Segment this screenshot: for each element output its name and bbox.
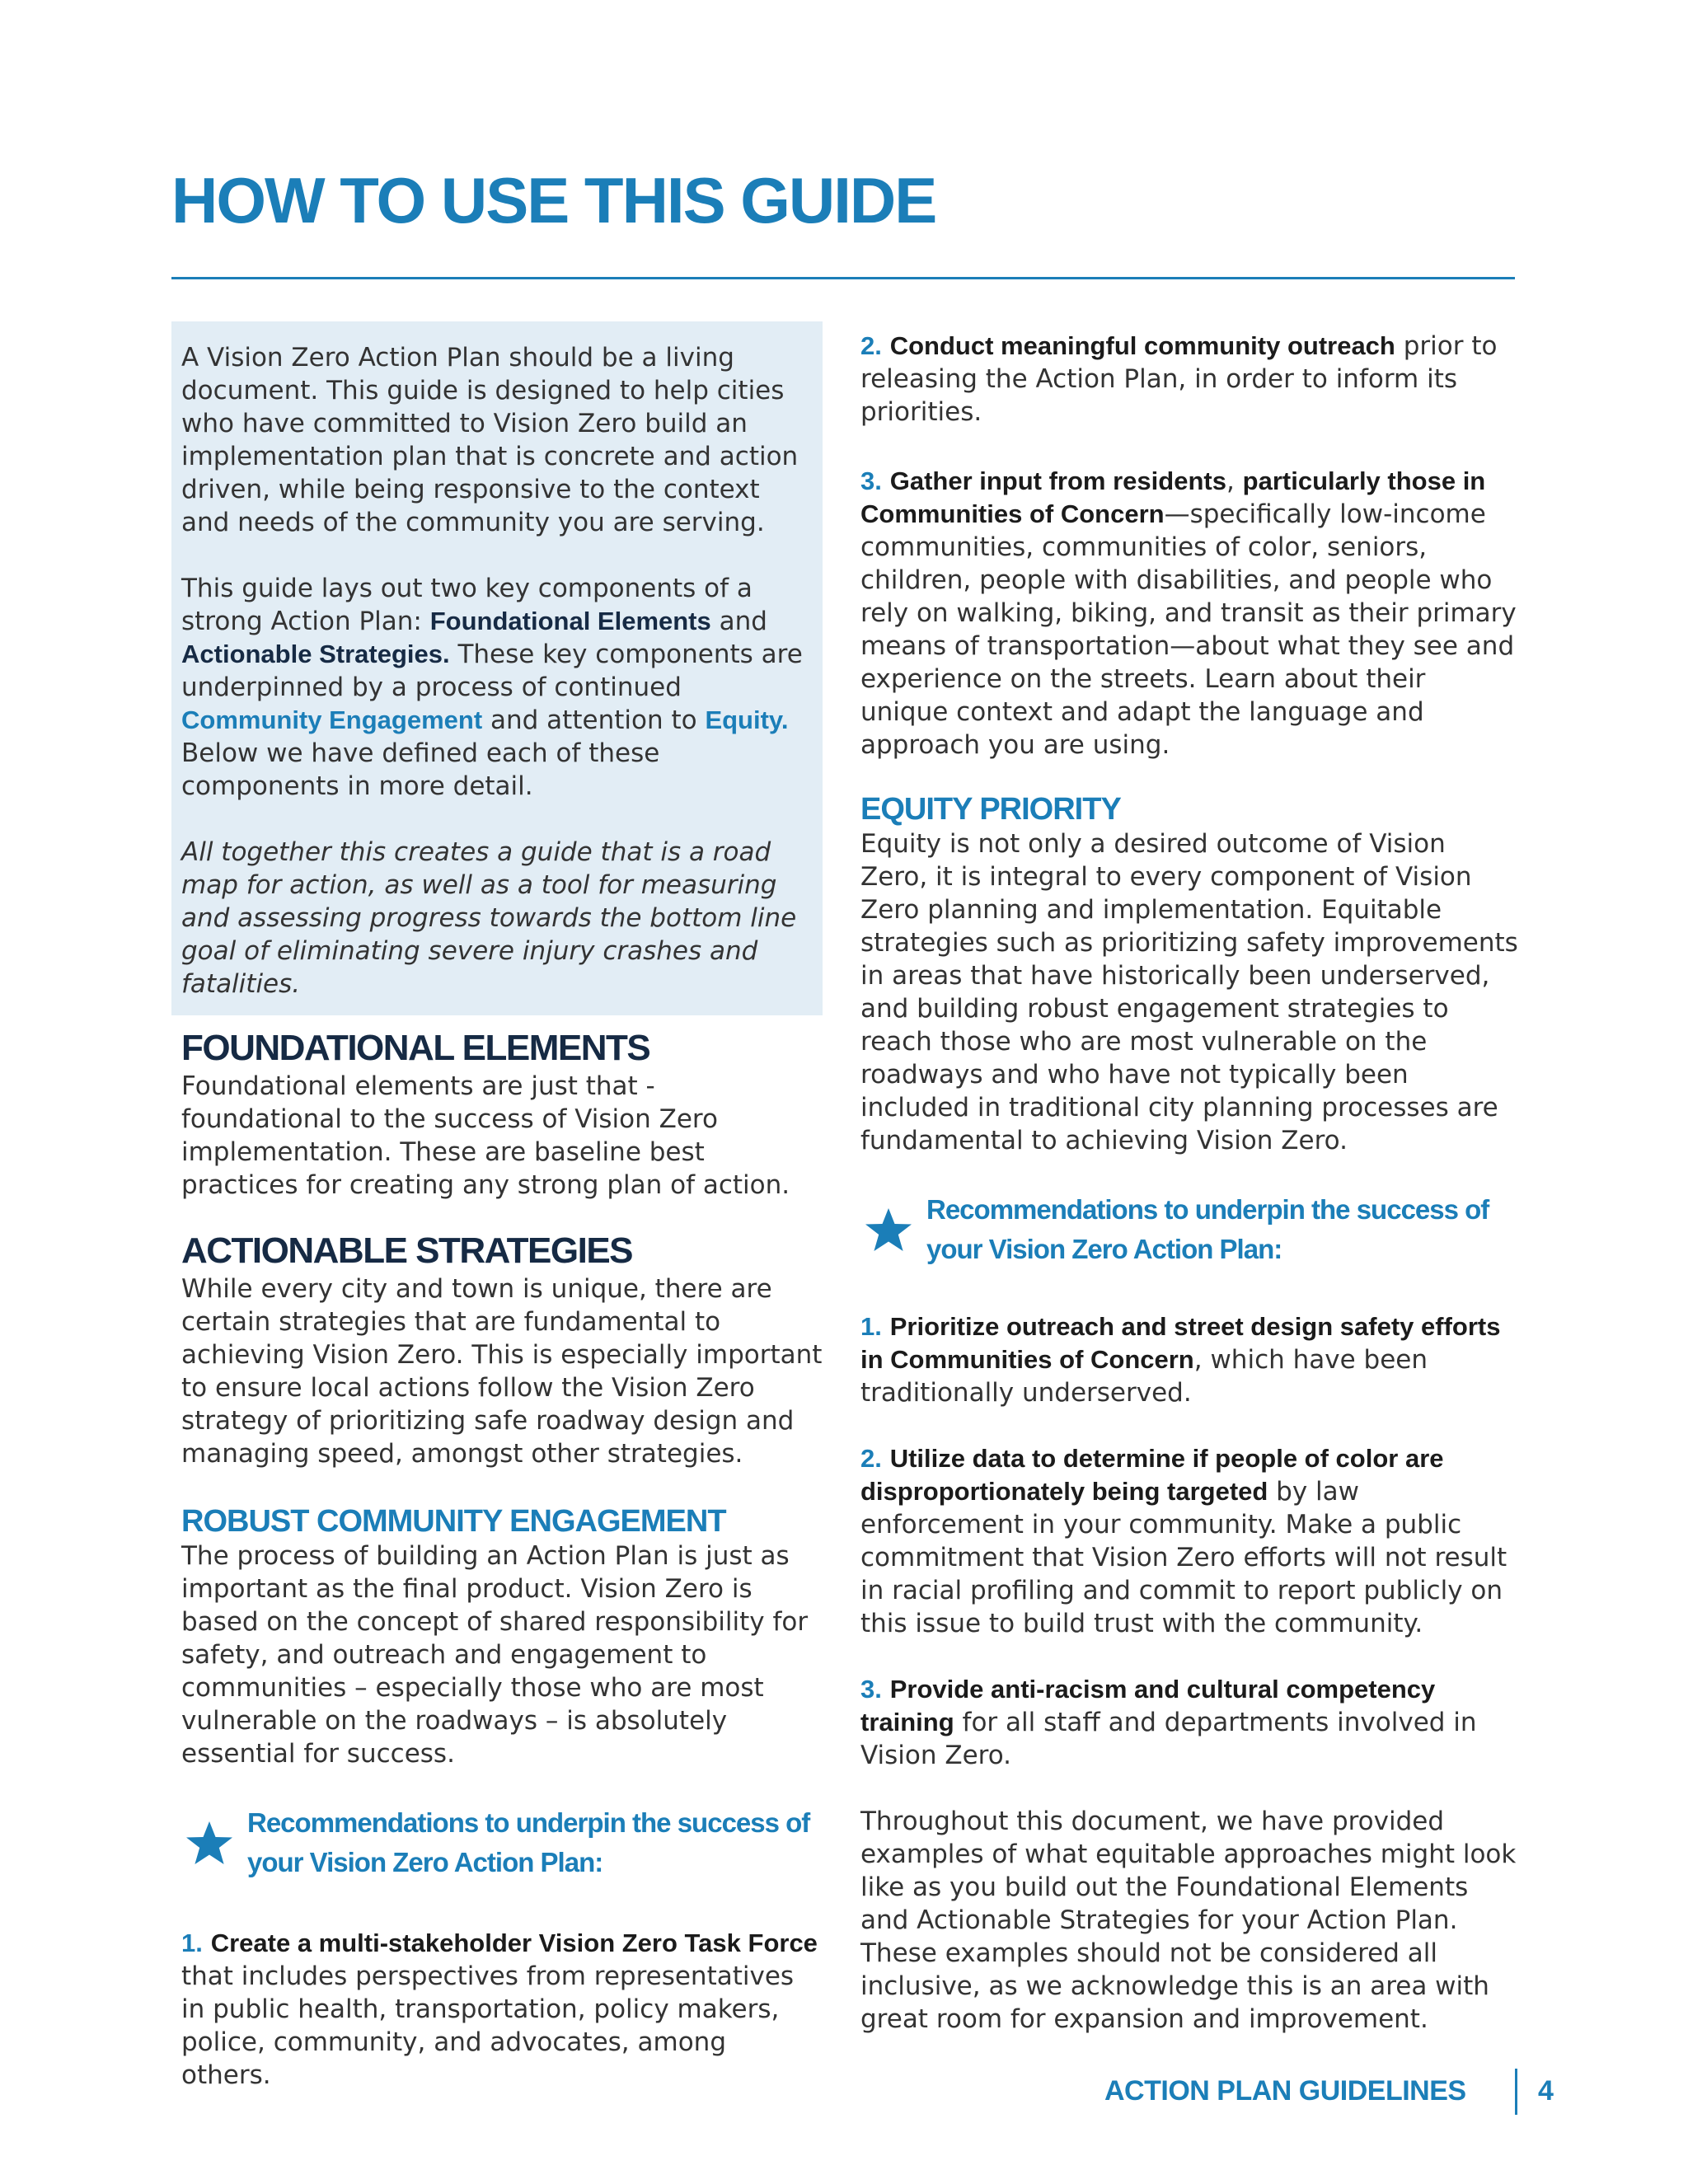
equity-item-1	[860, 1310, 1520, 1409]
page-number: 4	[1538, 2075, 1554, 2107]
item-bold-text: Create a multi-stakeholder Vision Zero Task Force	[210, 1929, 818, 1957]
item-number: 1.	[181, 1929, 203, 1957]
star-icon	[864, 1207, 913, 1254]
footer-label: ACTION PLAN GUIDELINES	[1104, 2075, 1466, 2107]
item-number: 2.	[860, 1444, 882, 1473]
item-bold-text: Gather input from residents	[889, 466, 1226, 495]
item-text: ,	[1226, 466, 1243, 496]
equity-closing: Throughout this document, we have provided examples of what equitable approaches might look like as you build out the Foundational Elements and Actionable Strategies for your Action Plan. These examples should not be considered all inclusive, as we acknowledge this is an area with great room for expansion and improvement.	[860, 1807, 1517, 2034]
item-number: 3.	[860, 466, 882, 495]
term-foundational-elements: Foundational Elements	[429, 607, 711, 635]
intro-text: and attention to	[482, 705, 706, 735]
item-text: —specifically low-income communities, communities of color, seniors, children, people with disabilities, and people who rely on walking, biking, and transit as their primary means of transportation—about what they see and experience on the streets. Learn about their unique context and adapt the language and approach you are using.	[860, 499, 1517, 760]
item-text: , which have been traditionally underserved.	[860, 1345, 1428, 1408]
equity-item-2	[860, 1442, 1520, 1640]
equity-heading: EQUITY PRIORITY	[860, 792, 1121, 827]
equity-item-3	[860, 1673, 1520, 1772]
engagement-section	[171, 1503, 823, 2092]
item-number: 1.	[860, 1312, 882, 1341]
item-bold-text: Conduct meaningful community outreach	[889, 331, 1395, 360]
item-bold-text: particularly those in Communities of Concern	[860, 466, 1486, 528]
item-text: that includes perspectives from representatives in public health, transportation, policy makers, police, community, and advocates, among others.	[181, 1961, 795, 2090]
recommendations-label: Recommendations to underpin the success of your Vision Zero Action Plan:	[926, 1194, 1489, 1264]
term-community-engagement: Community Engagement	[181, 705, 483, 734]
intro-text: This guide lays out two key components of a strong Action Plan:	[181, 574, 753, 636]
engagement-heading: ROBUST COMMUNITY ENGAGEMENT	[181, 1504, 726, 1539]
item-text: by law enforcement in your community. Make a public commitment that Vision Zero efforts will not result in racial profiling and commit to report publicly on this issue to build trust with the community.	[860, 1477, 1507, 1638]
equity-body: Equity is not only a desired outcome of Vision Zero, it is integral to every component of Vision Zero planning and implementation. Equitable strategies such as prioritizing safety improvements in areas that have historically been underserved, and building robust engagement strategies to reach those who are most vulnerable on the roadways and who have not typically been included in traditional city planning processes are fundamental to achieving Vision Zero.	[860, 829, 1518, 1155]
title-divider	[171, 277, 1515, 279]
item-bold-text: Prioritize outreach and street design safety efforts in Communities of Concern	[860, 1312, 1501, 1374]
term-equity: Equity.	[705, 705, 789, 734]
item-bold-text: Utilize data to determine if people of color are disproportionately being targeted	[860, 1444, 1444, 1506]
intro-text: and	[710, 607, 767, 636]
right-column	[860, 330, 1520, 2036]
recommendations-label: Recommendations to underpin the success of your Vision Zero Action Plan:	[247, 1807, 810, 1877]
engagement-recommendations-callout	[181, 1803, 823, 1894]
intro-box	[171, 321, 823, 1015]
actionable-body: While every city and town is unique, there are certain strategies that are fundamental to achieving Vision Zero. This is especially important to ensure local actions follow the Vision Zero strategy of prioritizing safe roadway design and managing speed, amongst other strategies.	[181, 1274, 823, 1469]
footer-divider	[1515, 2069, 1517, 2115]
foundational-body: Foundational elements are just that - foundational to the success of Vision Zero implementation. These are baseline best practices for creating any strong plan of action.	[181, 1071, 790, 1200]
term-actionable-strategies: Actionable Strategies.	[181, 640, 450, 668]
engagement-body: The process of building an Action Plan is just as important as the final product. Vision Zero is based on the concept of shared responsibility for safety, and outreach and engagement to communities – especially those who are most vulnerable on the roadways – is absolutely essential for success.	[181, 1541, 809, 1769]
intro-paragraph-2	[181, 572, 813, 803]
page-title: HOW TO USE THIS GUIDE	[171, 164, 936, 237]
left-column	[171, 321, 823, 2092]
item-number: 2.	[860, 331, 882, 360]
engagement-item-1	[181, 1927, 823, 2092]
intro-paragraph-1: A Vision Zero Action Plan should be a living document. This guide is designed to help cities who have committed to Vision Zero build an implementation plan that is concrete and action driven, while being responsive to the context and needs of the community you are serving.	[181, 343, 799, 537]
intro-paragraph-3: All together this creates a guide that is a road map for action, as well as a tool for measuring and assessing progress towards the bottom line goal of eliminating severe injury crashes and fatalities.	[181, 837, 797, 999]
foundational-heading: FOUNDATIONAL ELEMENTS	[181, 1028, 650, 1068]
intro-text: These key components are underpinned by a process of continued	[181, 640, 803, 702]
item-text: prior to releasing the Action Plan, in order to inform its priorities.	[860, 331, 1498, 427]
equity-recommendations-callout	[860, 1190, 1520, 1281]
item-text: for all staff and departments involved in Vision Zero.	[860, 1708, 1477, 1770]
item-bold-text: Provide anti-racism and cultural competency training	[860, 1675, 1436, 1736]
intro-text: Below we have defined each of these components in more detail.	[181, 738, 660, 801]
engagement-item-2	[860, 330, 1520, 429]
actionable-heading: ACTIONABLE STRATEGIES	[181, 1230, 633, 1271]
star-icon	[185, 1820, 234, 1868]
engagement-item-3	[860, 465, 1520, 762]
item-number: 3.	[860, 1675, 882, 1704]
